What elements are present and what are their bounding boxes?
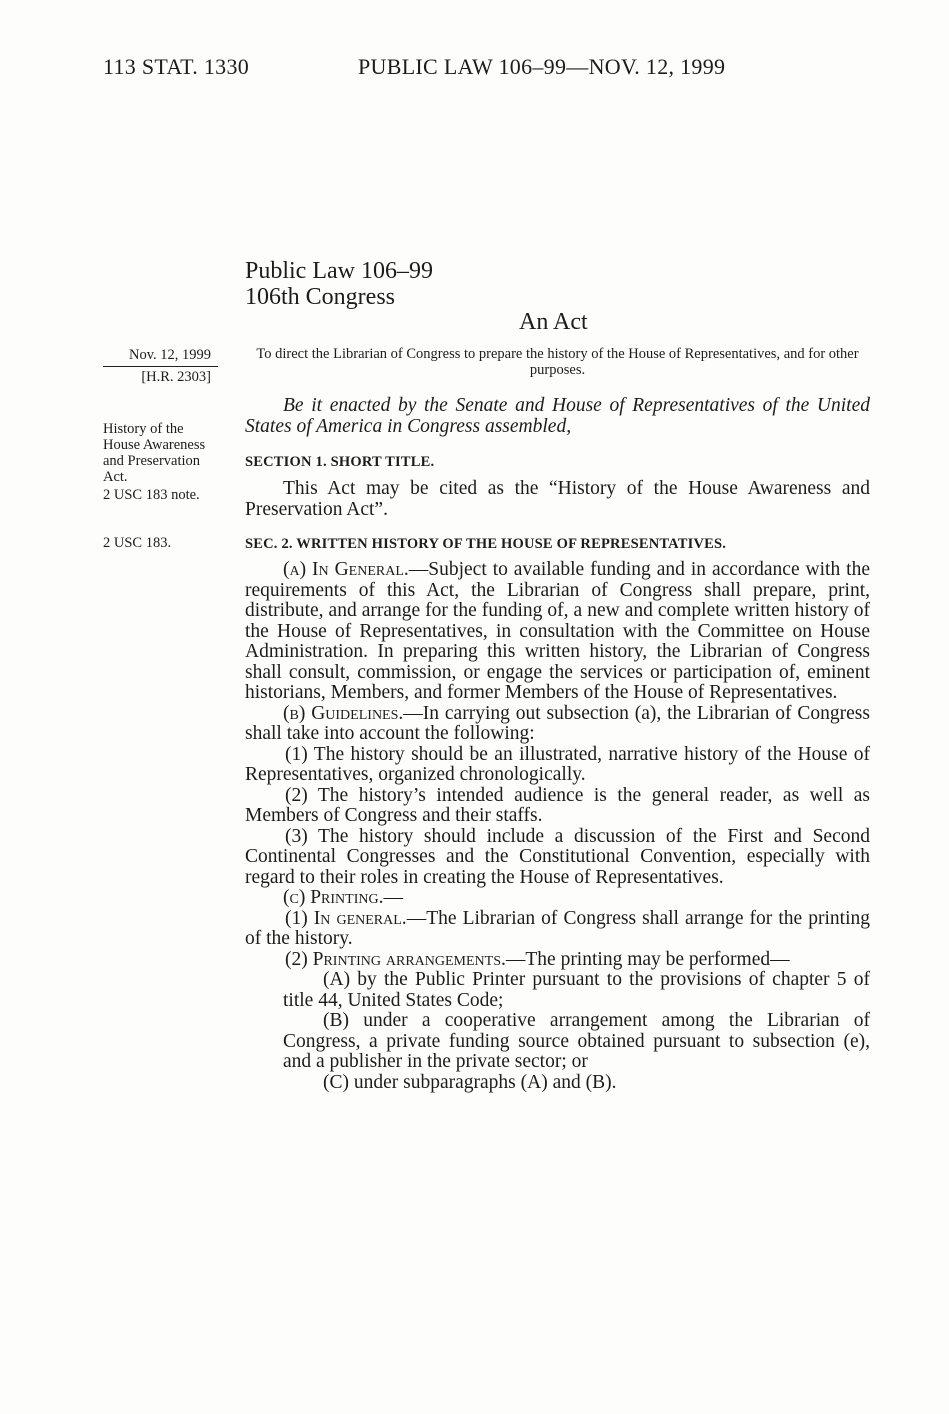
subsection-a-label: (a) In General. (283, 559, 409, 580)
public-law-number: Public Law 106–99 (245, 258, 433, 284)
section-2-heading: SEC. 2. WRITTEN HISTORY OF THE HOUSE OF REPRESENTATIVES. (245, 536, 727, 552)
running-title: PUBLIC LAW 106–99—NOV. 12, 1999 (358, 54, 726, 79)
margin-bill-number: [H.R. 2303] (141, 369, 211, 385)
subparagraph-C: (C) under subparagraphs (A) and (B). (323, 1071, 617, 1093)
subsection-a-text: —Subject to available funding and in accordance with the requirements of this Act, the Librarian of Congress shall prepare, print, distribute, and arrange for the funding of, a new and complete written history of the House of Representatives, in consultation with the Committee on House Administration. In preparing this written history, the Librarian of Congress shall consult, commission, or engage the services or participation of, eminent historians, Members, and former Members of the House of Representatives. (245, 559, 870, 703)
an-act-heading: An Act (519, 309, 588, 335)
subsection-c-label: (c) Printing. (283, 887, 384, 908)
subsection-a (245, 560, 870, 704)
margin-short-title-note: History of the House Awareness and Preservation Act. (103, 421, 206, 485)
section-2-body (245, 560, 870, 1093)
paragraph-b2: (2) The history’s intended audience is the general reader, as well as Members of Congress and their staffs. (245, 784, 870, 826)
subparagraph-A: (A) by the Public Printer pursuant to the provisions of chapter 5 of title 44, United States Code; (283, 969, 870, 1011)
stat-page-number: 113 STAT. 1330 (103, 54, 250, 79)
subsection-b (245, 704, 870, 745)
subsection-c: (c) Printing.— (283, 887, 403, 908)
paragraph-c2: (2) Printing arrangements.—The printing may be performed— (285, 948, 790, 970)
margin-usc-note: 2 USC 183 note. (103, 487, 200, 503)
paragraph-b1: (1) The history should be an illustrated, narrative history of the House of Representatives, organized chronologically. (245, 743, 870, 785)
paragraph-c1: (1) In general.—The Librarian of Congress shall arrange for the printing of the history. (245, 907, 870, 949)
subsection-b-label: (b) Guidelines. (283, 702, 404, 724)
subparagraph-B: (B) under a cooperative arrangement among the Librarian of Congress, a private funding source obtained pursuant to subsection (e), and a publisher in the private sector; or (283, 1010, 870, 1072)
margin-date: Nov. 12, 1999 (128, 347, 211, 363)
act-purpose: To direct the Librarian of Congress to prepare the history of the House of Representatives, and for other purposes. (256, 346, 859, 378)
margin-usc-sec2: 2 USC 183. (103, 535, 172, 551)
paragraph-b3: (3) The history should include a discussion of the First and Second Continental Congresses and the Constitutional Convention, especially with regard to their roles in creating the House of Representatives. (245, 825, 870, 888)
congress-number: 106th Congress (245, 284, 395, 310)
section-1-text: This Act may be cited as the “History of the House Awareness and Preservation Act”. (245, 478, 870, 520)
margin-divider (103, 366, 218, 367)
section-1-heading: SECTION 1. SHORT TITLE. (245, 454, 435, 470)
subsection-b-text: —In carrying out subsection (a), the Librarian of Congress shall take into account the following: (245, 702, 870, 744)
enacting-clause: Be it enacted by the Senate and House of Representatives of the United States of America in Congress assembled, (245, 395, 870, 437)
